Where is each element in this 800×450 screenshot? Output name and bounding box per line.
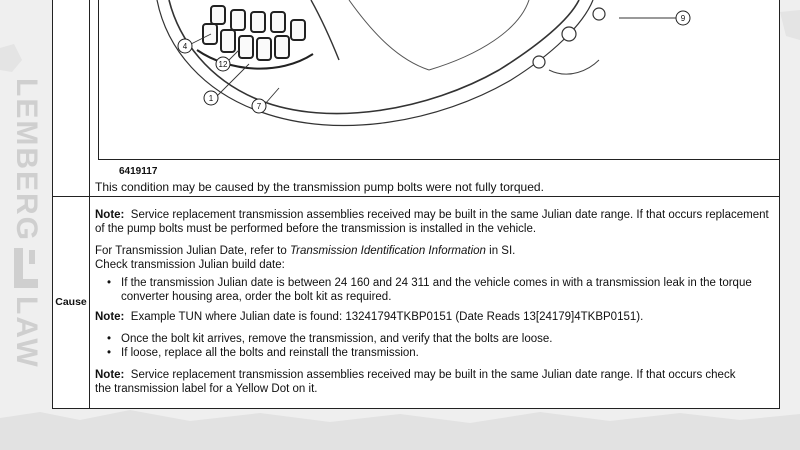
check-line: Check transmission Julian build date: — [95, 259, 285, 271]
cause-label: Cause — [55, 296, 87, 308]
table-row-figure — [52, 0, 780, 197]
note-3-line-2: the transmission label for a Yellow Dot on it. — [95, 383, 318, 395]
bullet-1-line-1: If the transmission Julian date is between 24 160 and 24 311 and the vehicle comes in with a transmission leak in the torque — [121, 277, 752, 289]
watermark-logo-icon — [11, 246, 41, 292]
bullet-3 — [107, 346, 419, 360]
note-1-label: Note: — [95, 209, 125, 221]
note-1-line-2: of the pump bolts must be performed before the transmission is installed in the vehicle. — [95, 223, 537, 235]
bullet-dot: • — [107, 333, 112, 345]
callout-4: 4 — [182, 42, 188, 51]
watermark-top-text: LEMBERG — [10, 78, 43, 242]
bullet-3-text: If loose, replace all the bolts and reinstall the transmission. — [121, 347, 419, 359]
watermark-bottom-text: LAW — [10, 296, 43, 369]
note-3-line-1: Service replacement transmission assemblies received may be built in the same Julian date range. If that occurs check — [130, 369, 736, 381]
cause-label-cell — [53, 196, 90, 408]
julian-prefix: For Transmission Julian Date, refer to — [95, 245, 290, 257]
julian-link[interactable]: Transmission Identification Information — [289, 245, 486, 257]
callout-12: 12 — [218, 60, 228, 69]
bullet-1-line-2: converter housing area, order the bolt kit as required. — [121, 291, 392, 303]
note-3-label: Note: — [95, 369, 125, 381]
note-2-text: Example TUN where Julian date is found: 13241794TKBP0151 (Date Reads 13[24179]4TKBP0151). — [130, 311, 644, 323]
table-row-cause — [52, 196, 780, 409]
figure-id: 6419117 — [119, 166, 158, 177]
callout-9: 9 — [680, 14, 686, 23]
callout-7: 7 — [256, 102, 262, 111]
condition-text: This condition may be caused by the transmission pump bolts were not fully torqued. — [95, 180, 544, 194]
bullet-1 — [107, 276, 752, 290]
julian-reference — [95, 244, 515, 258]
bullet-2 — [107, 332, 553, 346]
pump-diagram-figure — [98, 0, 780, 160]
document-page — [52, 0, 780, 408]
bullet-dot: • — [107, 277, 112, 289]
note-2-label: Note: — [95, 311, 125, 323]
note-3 — [95, 368, 735, 382]
bullet-2-text: Once the bolt kit arrives, remove the transmission, and verify that the bolts are loose. — [121, 333, 553, 345]
row-label-cell — [53, 0, 90, 196]
note-1-line-1: Service replacement transmission assemblies received may be built in the same Julian date range. If that occurs replacement — [130, 209, 769, 221]
julian-suffix: in SI. — [485, 245, 516, 257]
watermark — [6, 78, 46, 398]
bullet-dot: • — [107, 347, 112, 359]
callout-1: 1 — [208, 94, 214, 103]
note-2 — [95, 310, 643, 324]
note-1 — [95, 208, 769, 222]
